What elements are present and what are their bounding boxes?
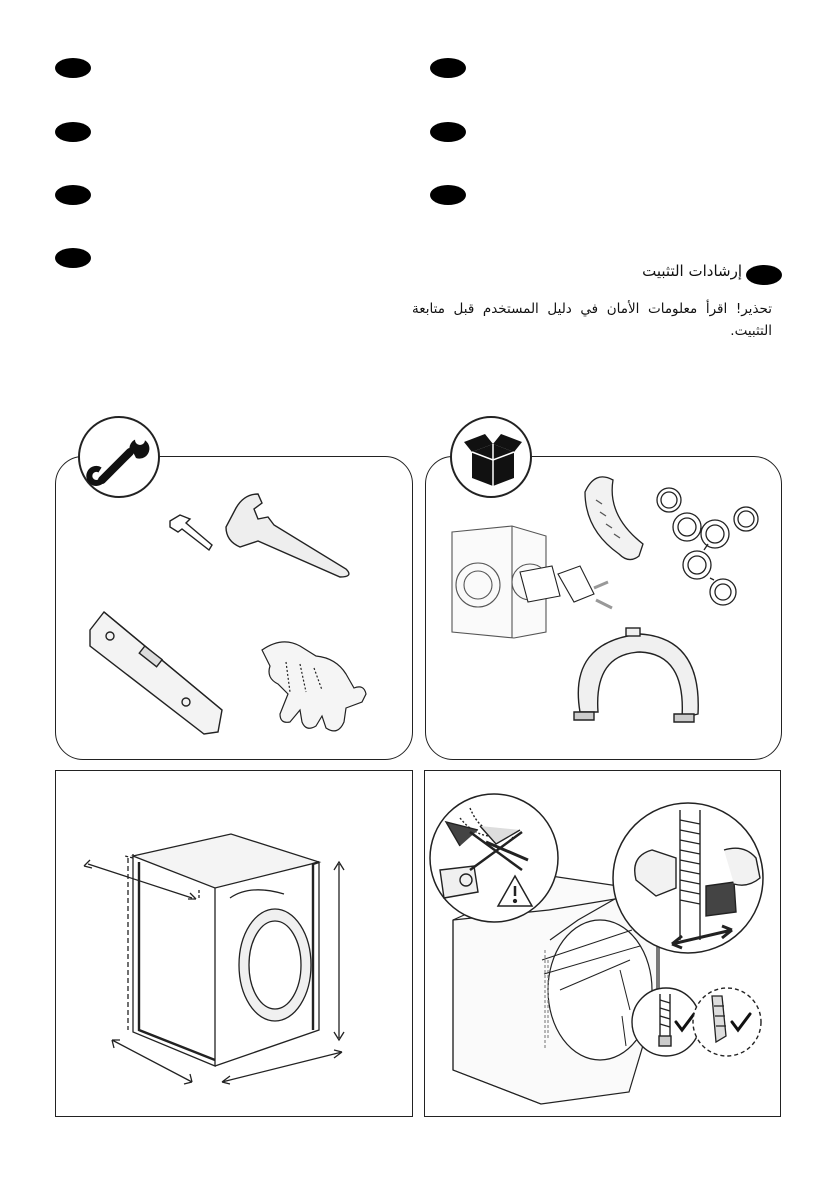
magnifier-1	[430, 794, 558, 922]
hose-check-circle-2	[693, 988, 761, 1056]
safety-warning-text: تحذير! اقرأ معلومات الأمان في دليل المستخدم قبل متابعة التثبيت.	[412, 301, 772, 339]
section-title: إرشادات التثبيت	[642, 262, 742, 280]
